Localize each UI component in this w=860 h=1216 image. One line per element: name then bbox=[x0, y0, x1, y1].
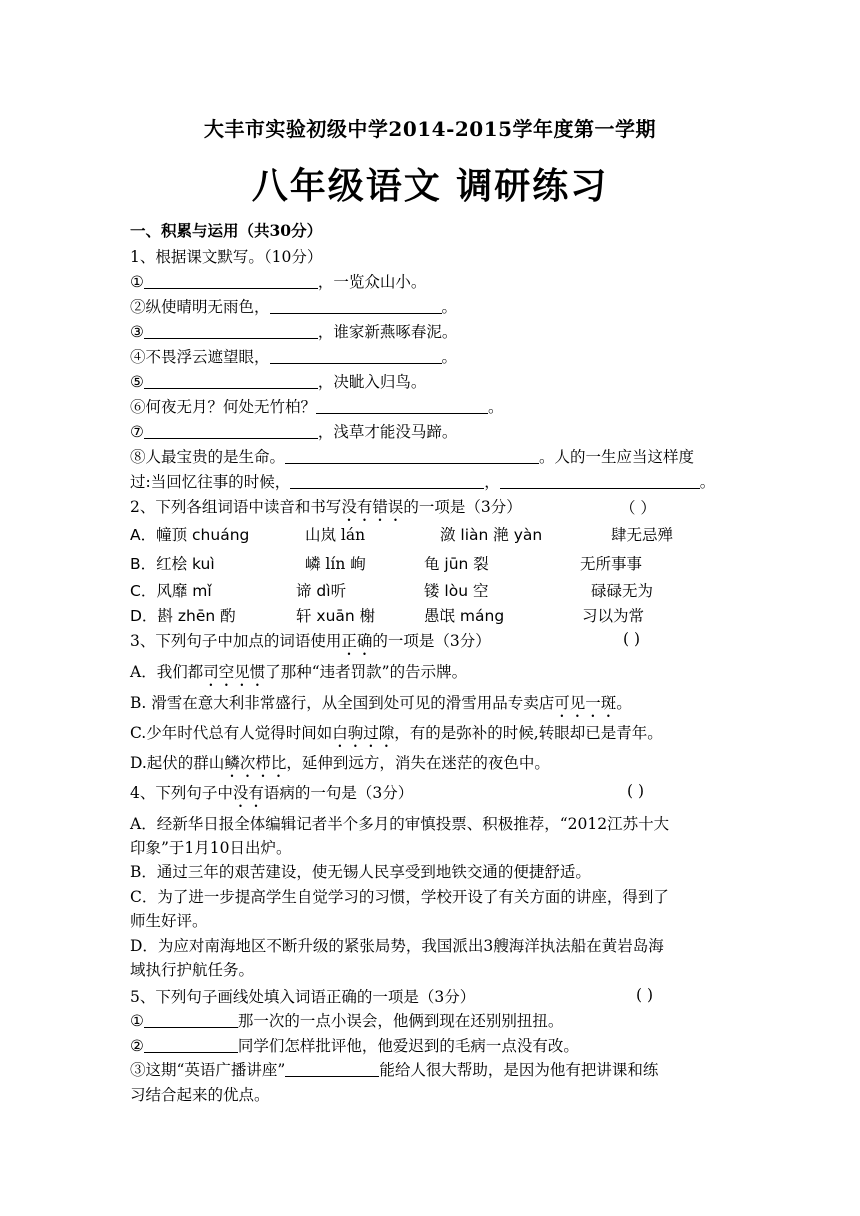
q4-option-d-line2: 域执行护航任务。 bbox=[130, 961, 255, 979]
q2-option-d-1: D．斟 zhēn 酌 bbox=[130, 607, 236, 625]
q4-option-c-line2: 师生好评。 bbox=[130, 912, 208, 930]
q5-stem: 5、下列句子画线处填入词语正确的一项是（3分） bbox=[130, 988, 476, 1006]
q1-item-1: ① ，一览众山小。 bbox=[130, 273, 427, 291]
q3-answer-paren[interactable]: ( ) bbox=[623, 630, 641, 648]
answer-blank[interactable] bbox=[144, 372, 318, 389]
school-term-line: 大丰市实验初级中学2014-2015学年度第一学期 bbox=[203, 117, 657, 141]
answer-blank[interactable] bbox=[270, 297, 442, 314]
q1-item-4: ④不畏浮云遮望眼， 。 bbox=[130, 348, 458, 366]
q3-option-d: D.起伏的群山鳞次栉比，延伸到远方，消失在迷茫的夜色中。 bbox=[130, 754, 550, 772]
q2-option-c-1: C．风靡 mǐ bbox=[130, 582, 212, 600]
q3-stem: 3、下列句子中加点的词语使用正确的一项是（3分） bbox=[130, 632, 491, 650]
q5-answer-paren[interactable]: ( ) bbox=[636, 986, 654, 1004]
q4-option-d-line1: D．为应对南海地区不断升级的紧张局势，我国派出3艘海洋执法船在黄岩岛海 bbox=[130, 937, 664, 955]
q2-option-a-3: 潋 liàn 滟 yàn bbox=[440, 526, 543, 544]
q4-option-b: B．通过三年的艰苦建设，使无锡人民享受到地铁交通的便捷舒适。 bbox=[130, 863, 591, 881]
answer-blank[interactable] bbox=[144, 1011, 238, 1028]
exam-title: 八年级语文 调研练习 bbox=[251, 165, 609, 207]
q2-option-d-3: 愚氓 máng bbox=[424, 607, 505, 625]
q5-sentence-2: ② 同学们怎样批评他，他爱迟到的毛病一点没有改。 bbox=[130, 1037, 579, 1055]
answer-blank[interactable] bbox=[144, 422, 318, 439]
q5-sentence-3-cont: 习结合起来的优点。 bbox=[130, 1086, 270, 1104]
q2-option-c-2: 谛 dì听 bbox=[296, 582, 347, 600]
q1-item-2: ②纵使晴明无雨色， 。 bbox=[130, 298, 458, 316]
answer-blank[interactable] bbox=[285, 447, 539, 464]
q2-option-c-4: 碌碌无为 bbox=[591, 582, 654, 600]
q3-option-a: A．我们都司空见惯了那种“违者罚款”的告示牌。 bbox=[130, 663, 468, 681]
q3-option-b: B. 滑雪在意大利非常盛行，从全国到处可见的滑雪用品专卖店可见一斑。 bbox=[130, 694, 632, 712]
answer-blank[interactable] bbox=[500, 472, 700, 489]
q2-option-d-2: 轩 xuān 榭 bbox=[296, 607, 376, 625]
answer-blank[interactable] bbox=[144, 1036, 238, 1053]
q3-option-c: C.少年时代总有人觉得时间如白驹过隙，有的是弥补的时候,转眼却已是青年。 bbox=[130, 724, 663, 742]
q2-option-b-1: B．红桧 kuì bbox=[130, 555, 215, 573]
q2-option-d-4: 习以为常 bbox=[582, 607, 645, 625]
q1-item-8-cont: 过:当回忆往事的时候， ， 。 bbox=[130, 473, 716, 491]
q2-stem: 2、下列各组词语中读音和书写没有错误的一项是（3分） bbox=[130, 498, 522, 516]
q2-option-c-3: 镂 lòu 空 bbox=[424, 582, 489, 600]
q4-stem: 4、下列句子中没有语病的一句是（3分） bbox=[130, 784, 414, 802]
answer-blank[interactable] bbox=[285, 1060, 379, 1077]
q4-answer-paren[interactable]: ( ) bbox=[627, 782, 645, 800]
q2-option-a-1: A．幢顶 chuáng bbox=[130, 526, 250, 544]
q2-option-a-2: 山岚 lán bbox=[305, 526, 366, 544]
q2-option-b-2: 嶙 lín 峋 bbox=[305, 555, 366, 573]
q1-item-7: ⑦ ，浅草才能没马蹄。 bbox=[130, 423, 458, 441]
q4-option-c-line1: C．为了进一步提高学生自觉学习的习惯，学校开设了有关方面的讲座，得到了 bbox=[130, 888, 669, 906]
q4-option-a-line2: 印象”于1月10日出炉。 bbox=[130, 839, 292, 857]
q1-item-3: ③ ，谁家新燕啄春泥。 bbox=[130, 323, 458, 341]
q2-option-b-3: 龟 jūn 裂 bbox=[424, 555, 489, 573]
section-heading: 一、积累与运用（共30分） bbox=[130, 221, 323, 240]
answer-blank[interactable] bbox=[270, 347, 442, 364]
q1-item-8: ⑧人最宝贵的是生命。 。人的一生应当这样度 bbox=[130, 448, 695, 466]
q2-option-a-4: 肆无忌殚 bbox=[611, 526, 674, 544]
answer-blank[interactable] bbox=[316, 397, 488, 414]
q1-item-6: ⑥何夜无月？何处无竹柏？ 。 bbox=[130, 398, 504, 416]
q5-sentence-1: ① 那一次的一点小误会，他俩到现在还别别扭扭。 bbox=[130, 1012, 564, 1030]
q1-stem: 1、根据课文默写。（10分） bbox=[130, 248, 323, 266]
q4-option-a-line1: A．经新华日报全体编辑记者半个多月的审慎投票、积极推荐，“2012江苏十大 bbox=[130, 815, 670, 833]
q1-item-5: ⑤ ，决眦入归鸟。 bbox=[130, 373, 427, 391]
q5-sentence-3: ③这期“英语广播讲座” 能给人很大帮助，是因为他有把讲课和练 bbox=[130, 1061, 659, 1079]
answer-blank[interactable] bbox=[290, 472, 484, 489]
answer-blank[interactable] bbox=[144, 272, 318, 289]
q2-option-b-4: 无所事事 bbox=[580, 555, 643, 573]
answer-blank[interactable] bbox=[144, 322, 318, 339]
q2-answer-paren[interactable]: （ ） bbox=[620, 499, 656, 517]
